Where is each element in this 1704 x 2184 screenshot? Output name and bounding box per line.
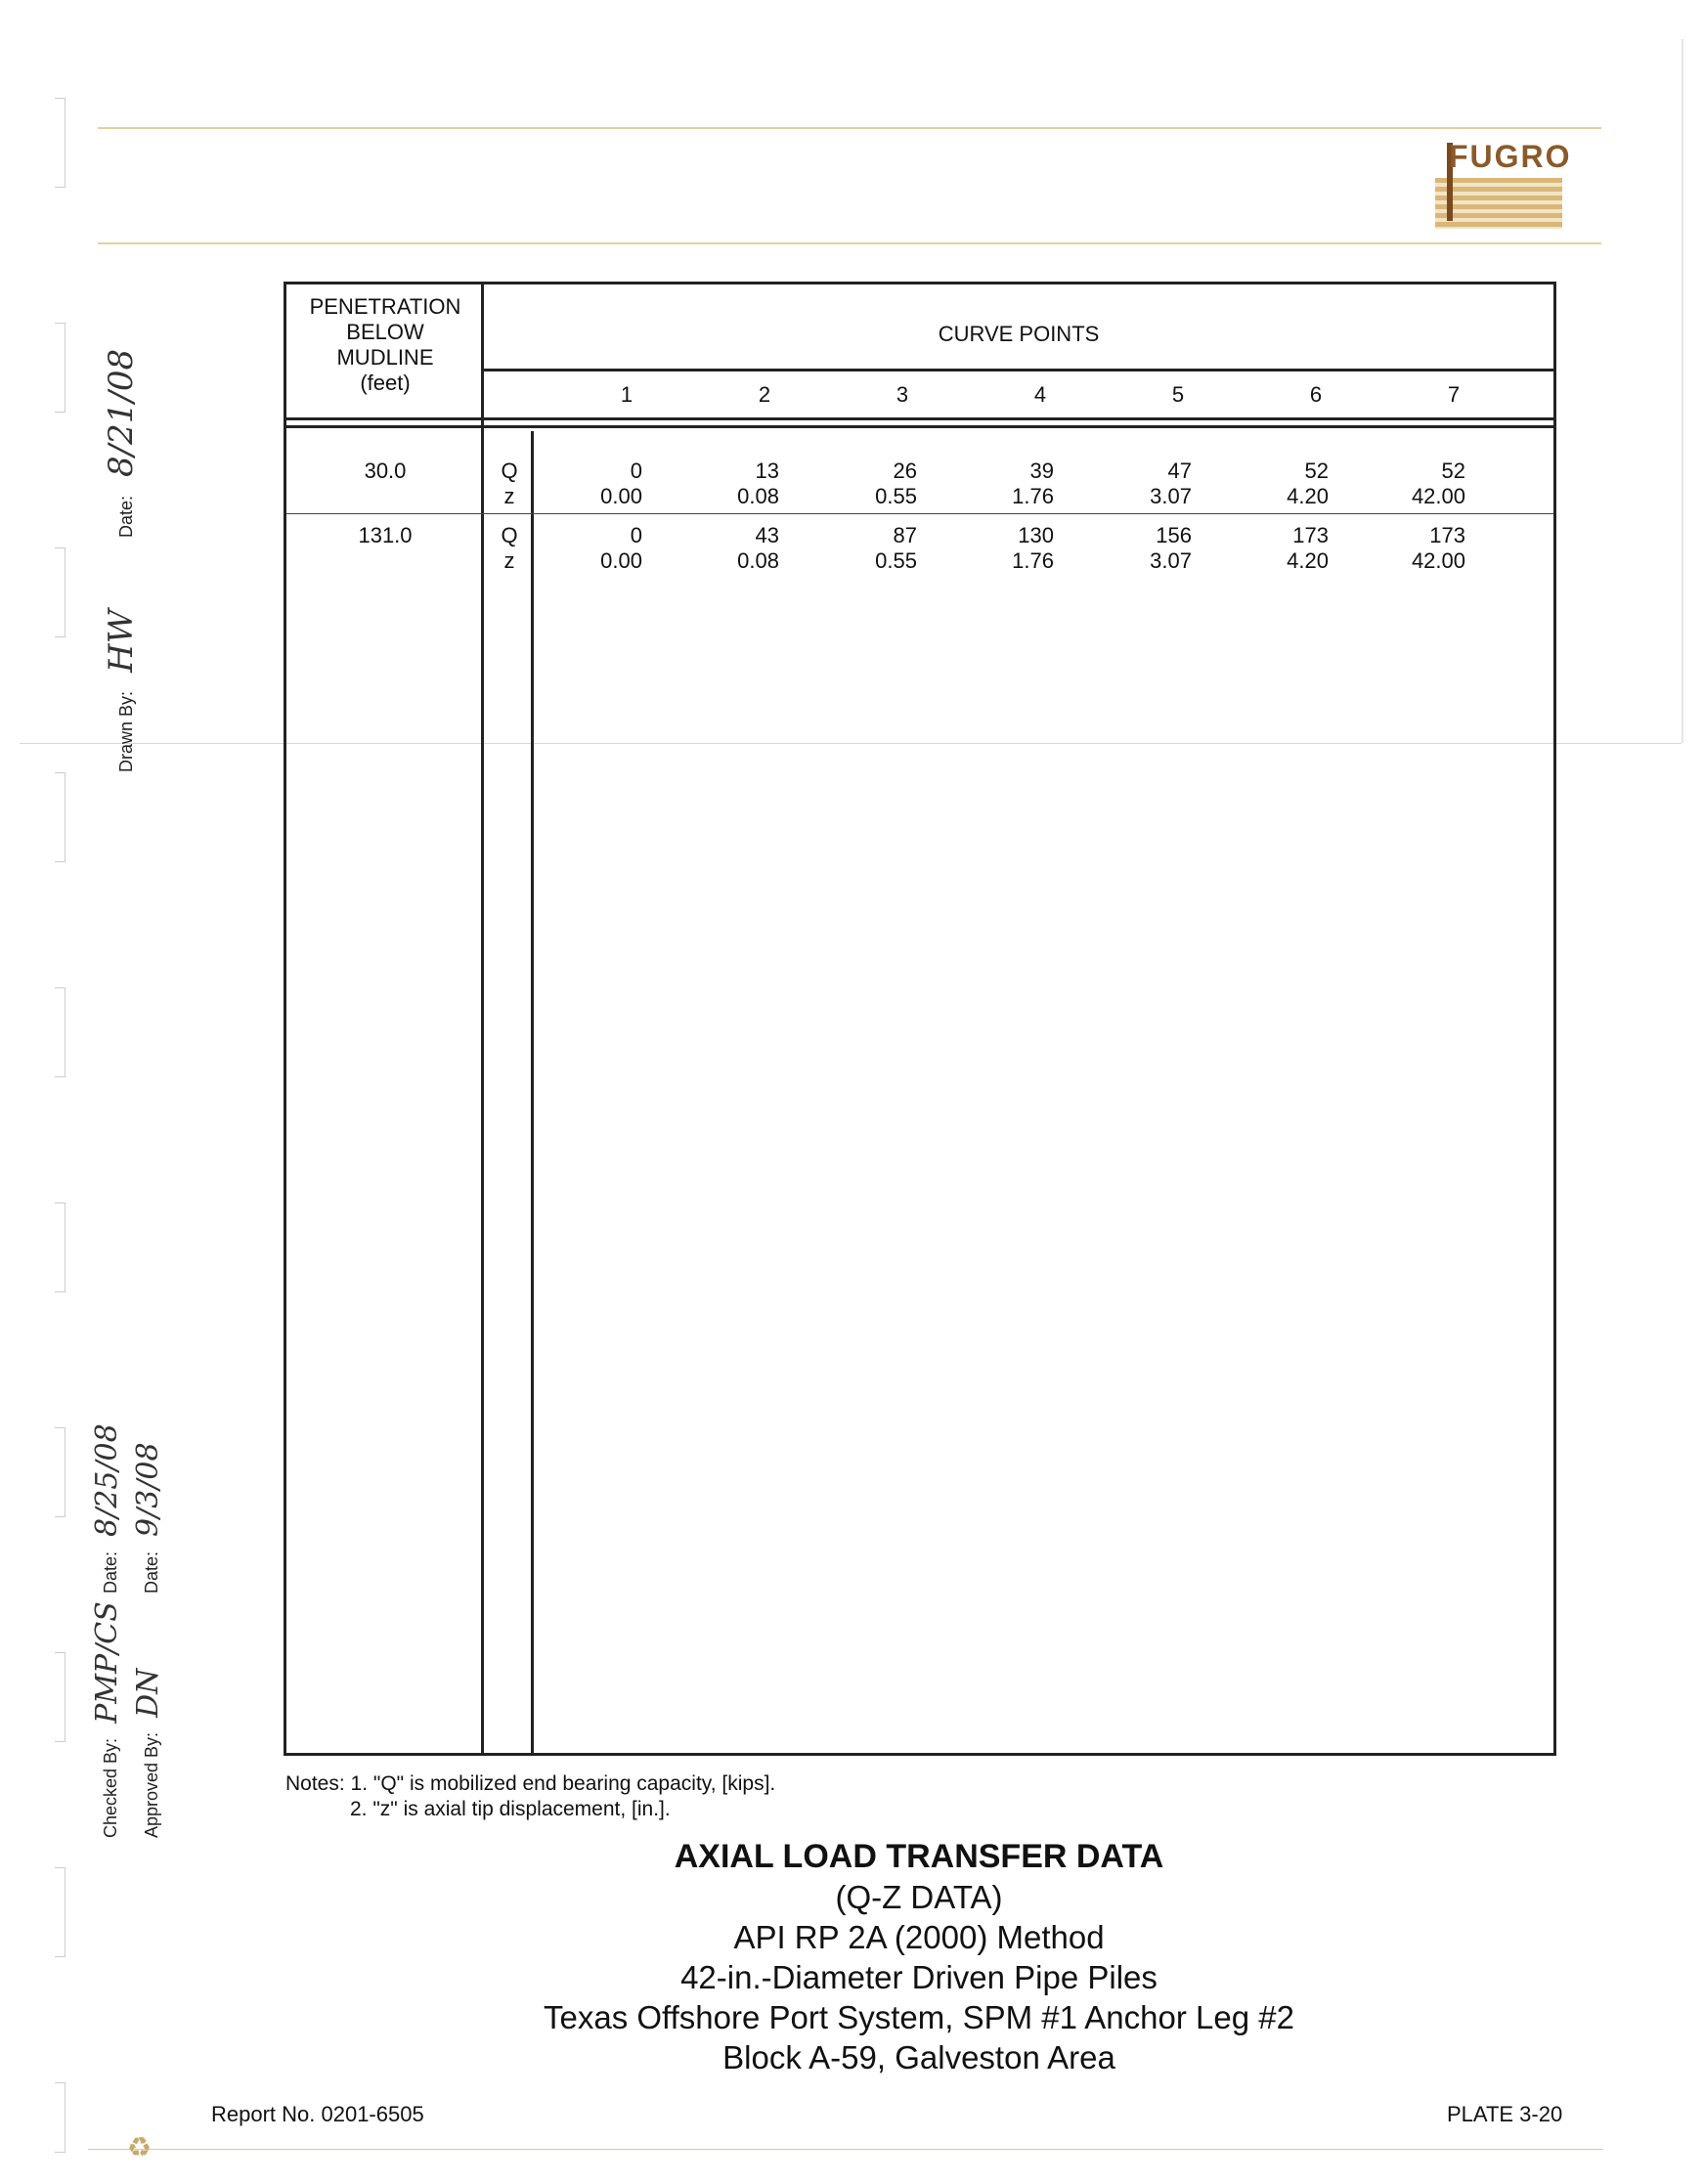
binder-mark: [55, 2082, 66, 2153]
z-value: 4.20: [1287, 484, 1329, 508]
qz-data-table: [284, 282, 1556, 1756]
logo-stripes: [1435, 178, 1562, 229]
column-header: 6: [1309, 382, 1323, 407]
column-header: 5: [1171, 382, 1185, 407]
q-value: 130: [1018, 523, 1054, 547]
plate-number: PLATE 3-20: [1447, 2102, 1563, 2126]
q-label: Q: [501, 523, 518, 547]
binder-mark: [55, 1867, 66, 1957]
binder-mark: [55, 323, 66, 413]
title-method: API RP 2A (2000) Method: [733, 1919, 1105, 1955]
q-value: 87: [893, 523, 917, 547]
approved-by: [131, 1669, 165, 1838]
title-location: Block A-59, Galveston Area: [722, 2039, 1115, 2075]
fugro-logo: [1435, 135, 1572, 229]
note-2: 2. "z" is axial tip displacement, [in.].: [350, 1798, 671, 1820]
binder-mark: [55, 987, 66, 1077]
binder-mark: [55, 98, 66, 188]
q-value: 0: [630, 459, 642, 483]
q-value: 39: [1029, 459, 1054, 483]
z-value: 42.00: [1411, 484, 1465, 508]
binder-mark: [55, 772, 66, 862]
checked-date: [90, 1423, 124, 1594]
penetration-header-line: BELOW: [346, 320, 424, 344]
checked-by: [90, 1601, 124, 1838]
column-header: 3: [896, 382, 909, 407]
binder-mark: [55, 1202, 66, 1292]
header-rule-bottom: [98, 242, 1601, 244]
q-value: 173: [1292, 523, 1329, 547]
penetration-header-line: MUDLINE: [336, 345, 434, 370]
approved-date: [131, 1442, 165, 1594]
z-value: 1.76: [1012, 548, 1054, 573]
q-value: 0: [630, 523, 642, 547]
checked-date-value: 8/25/08: [90, 1423, 124, 1537]
checked-date-label: Date:: [101, 1551, 120, 1594]
curve-points-header: CURVE POINTS: [938, 322, 1100, 346]
z-value: 0.55: [875, 548, 917, 573]
penetration-value: 131.0: [358, 523, 413, 547]
z-value: 0.55: [875, 484, 917, 508]
q-value: 13: [755, 459, 779, 483]
drawn-by-label: Drawn By:: [116, 690, 136, 772]
z-value: 3.07: [1150, 548, 1192, 573]
z-value: 4.20: [1287, 548, 1329, 573]
z-value: 0.00: [600, 548, 642, 573]
column-header: 4: [1033, 382, 1047, 407]
footer-rule: [88, 2149, 1603, 2150]
q-value: 47: [1167, 459, 1192, 483]
header-rule-top: [98, 127, 1601, 129]
binder-mark: [55, 1427, 66, 1517]
curve-header-divider: [481, 369, 1553, 371]
title-main: AXIAL LOAD TRANSFER DATA: [674, 1838, 1164, 1875]
approved-date-value: 9/3/08: [131, 1442, 165, 1537]
q-value: 43: [755, 523, 779, 547]
z-value: 0.08: [737, 484, 779, 508]
header-bottom-line-2: [286, 425, 1553, 428]
drawn-date-label: Date:: [116, 495, 136, 538]
penetration-value: 30.0: [364, 459, 407, 483]
q-value: 156: [1156, 523, 1192, 547]
recycle-icon: ♻: [127, 2132, 153, 2162]
column-header: 7: [1447, 382, 1461, 407]
title-sub: (Q-Z DATA): [835, 1879, 1003, 1915]
column-header: 2: [758, 382, 771, 407]
q-label: Q: [501, 459, 518, 483]
checked-by-signature: PMP/CS: [90, 1601, 124, 1724]
penetration-header: [286, 294, 484, 396]
approved-by-label: Approved By:: [142, 1731, 161, 1838]
drawn-by-signature: HW: [102, 609, 141, 673]
row-divider: [286, 513, 1553, 514]
title-project: Texas Offshore Port System, SPM #1 Anchor Leg #2: [544, 1999, 1294, 2035]
col-divider-penetration: [481, 284, 484, 1753]
title-piles: 42-in.-Diameter Driven Pipe Piles: [680, 1959, 1158, 1995]
z-value: 42.00: [1411, 548, 1465, 573]
approved-by-signature: DN: [131, 1668, 165, 1718]
note-1: Notes: 1. "Q" is mobilized end bearing capacity, [kips].: [285, 1772, 776, 1795]
drawn-date-value: 8/21/08: [102, 348, 141, 477]
q-value: 26: [893, 459, 917, 483]
z-label: z: [503, 484, 515, 508]
checked-by-label: Checked By:: [101, 1737, 120, 1838]
q-value: 52: [1304, 459, 1329, 483]
binder-mark: [55, 1652, 66, 1742]
q-value: 173: [1429, 523, 1465, 547]
z-label: z: [503, 548, 515, 573]
notes: [285, 1771, 775, 1822]
z-value: 1.76: [1012, 484, 1054, 508]
q-value: 52: [1441, 459, 1465, 483]
z-value: 3.07: [1150, 484, 1192, 508]
col-divider-label: [531, 431, 534, 1753]
approved-date-label: Date:: [142, 1551, 161, 1594]
column-header: 1: [620, 382, 634, 407]
penetration-header-line: PENETRATION: [309, 294, 461, 319]
drawn-date: [102, 349, 141, 538]
penetration-header-line: (feet): [360, 371, 411, 395]
z-value: 0.00: [600, 484, 642, 508]
header-bottom-line-1: [286, 417, 1553, 420]
right-margin-line: [1682, 39, 1683, 743]
binder-mark: [55, 547, 66, 637]
z-value: 0.08: [737, 548, 779, 573]
report-number: Report No. 0201-6505: [211, 2102, 424, 2126]
logo-text: FUGRO: [1449, 139, 1572, 174]
drawn-by: [102, 609, 141, 772]
